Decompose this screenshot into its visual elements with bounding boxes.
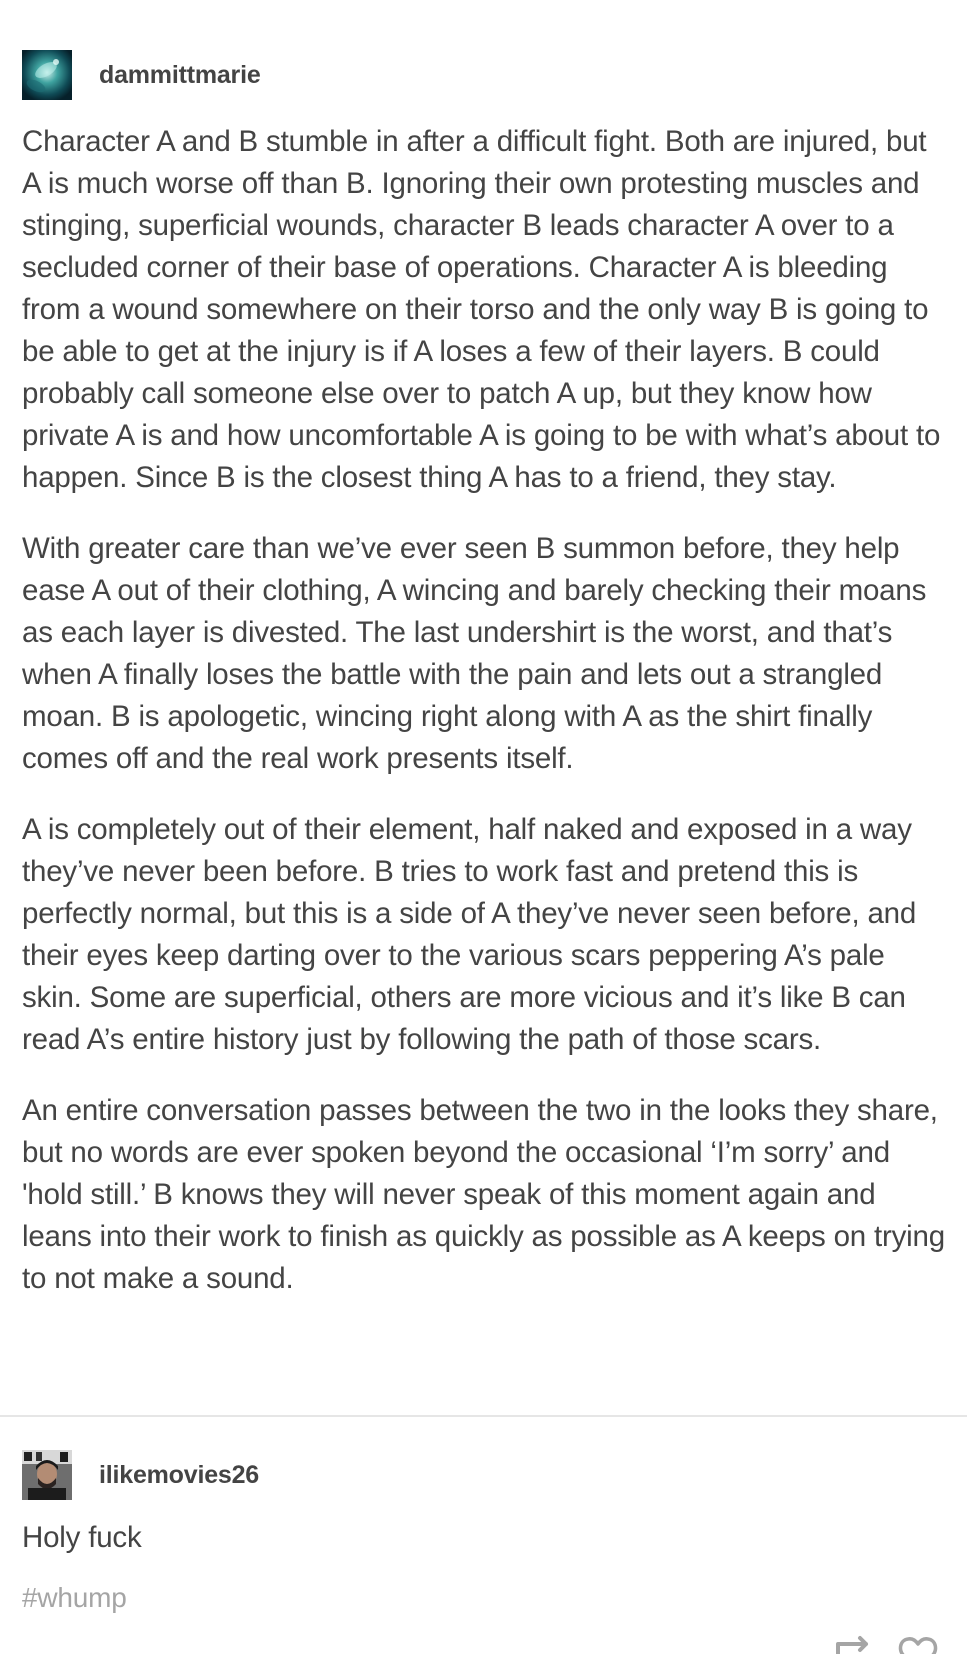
post-header <box>22 1450 947 1500</box>
paragraph: Character A and B stumble in after a difficult fight. Both are injured, but A is much worse off than B. Ignoring their own protesting muscles and stinging, superficial wounds, character B leads character A over to a secluded corner of their base of operations. Character A is bleeding from a wound somewhere on their torso and the only way B is going to be able to get at the injury is if A loses a few of their layers. B could probably call someone else over to patch A up, but they know how private A is and how uncomfortable A is going to be with what’s about to happen. Since B is the closest thing A has to a friend, they stay. <box>22 125 941 494</box>
avatar[interactable] <box>22 1450 72 1500</box>
paragraph: With greater care than we’ve ever seen B summon before, they help ease A out of their clothing, A wincing and barely checking their moans as each layer is divested. The last undershirt is the worst, and that’s when A finally loses the battle with the pain and lets out a strangled moan. B is apologetic, wincing right along with A as the shirt finally comes off and the real work presents itself. <box>22 532 927 775</box>
post-footer <box>0 1632 967 1654</box>
username[interactable]: ilikemovies26 <box>99 1460 260 1489</box>
paragraph: A is completely out of their element, half naked and exposed in a way they’ve never been before. B tries to work fast and pretend this is perfectly normal, but this is a side of A they’ve never seen before, and their eyes keep darting over to the various scars peppering A’s pale skin. Some are superficial, others are more vicious and it’s like B can read A’s entire history just by following the path of those scars. <box>22 813 917 1056</box>
original-post <box>22 50 947 1300</box>
heart-icon[interactable] <box>896 1632 940 1654</box>
post-body <box>22 1517 947 1559</box>
post-header <box>22 50 947 100</box>
divider <box>0 1415 967 1417</box>
reblog-post <box>22 1450 947 1559</box>
post-body <box>22 121 947 1300</box>
tag-link[interactable]: #whump <box>22 1582 127 1613</box>
avatar[interactable] <box>22 50 72 100</box>
paragraph: An entire conversation passes between the two in the looks they share, but no words are ever spoken beyond the occasional ‘I’m sorry’ and 'hold still.’ B knows they will never speak of this moment again and leans into their work to finish as quickly as possible as A keeps on trying to not make a sound. <box>22 1094 945 1295</box>
reblog-icon[interactable] <box>832 1632 876 1654</box>
username[interactable]: dammittmarie <box>99 60 261 89</box>
paragraph: Holy fuck <box>22 1521 142 1554</box>
